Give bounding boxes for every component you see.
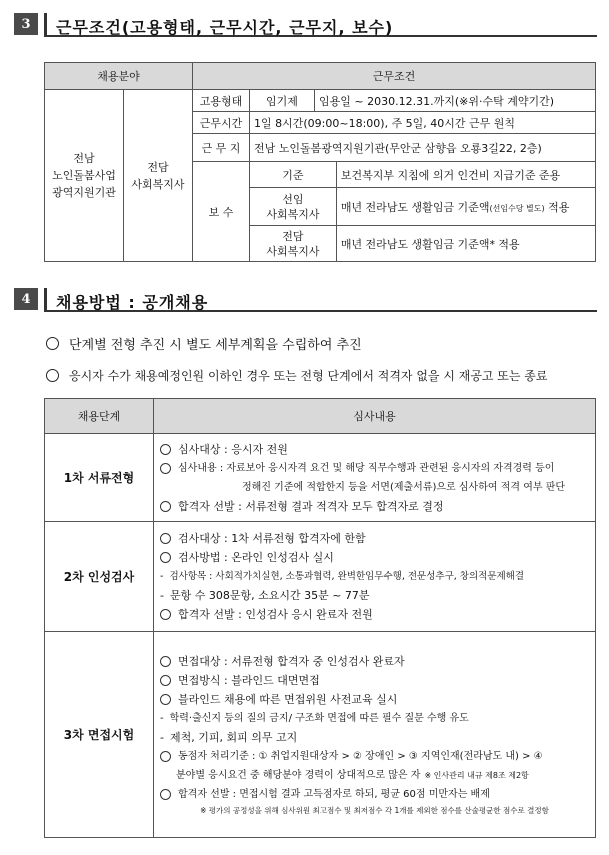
stage1-name: 1차 서류전형 — [45, 434, 154, 522]
bullet-item — [46, 367, 548, 384]
stage3-line: 면접방식 : 블라인드 대면면접 — [178, 673, 320, 687]
bullet-text: 응시자 수가 채용예정인원 이하인 경우 또는 전형 단계에서 적격자 없을 시 재공고 또는 종료 — [69, 369, 548, 383]
bullet-text: 단계별 전형 추진 시 별도 세부계획을 수립하여 추진 — [69, 338, 362, 353]
header-field: 채용분야 — [45, 63, 193, 90]
stage2-content: 검사대상 : 1차 서류전형 합격자에 한함 검사방법 : 온라인 인성검사 실시 - 검사항목 : 사회적가치실현, 소통과협력, 완벽한임무수행, 전문성추구, 창의적문제해결 - 문항 수 308문항, 소요시간 35분 ~ 77분 합격자 선발 : 인성검사 응시 완료자 전원 — [154, 522, 596, 632]
stage3-footnote: ※ 평가의 공정성을 위해 심사위원 최고점수 및 최저점수 각 1개를 제외한 점수를 산술평균한 점수로 결정함 — [200, 805, 549, 815]
circle-bullet-icon — [160, 552, 171, 563]
stage3-line: 학력·출신지 등의 질의 금지/ 구조화 면접에 따른 필수 질문 수행 유도 — [169, 712, 469, 724]
header-stage: 채용단계 — [45, 399, 154, 434]
circle-bullet-icon — [160, 501, 171, 512]
section4-header — [14, 288, 38, 310]
stage1-line: 합격자 선발 : 서류전형 결과 적격자 모두 합격자로 결정 — [178, 499, 444, 513]
stage1-line: 심사내용 : 자료보아 응시자격 요건 및 해당 직무수행과 관련된 응시자의 자격경력 등이 — [178, 462, 555, 474]
stage2-line: 문항 수 308문항, 소요시간 35분 ~ 77분 — [169, 589, 370, 602]
stage1-line: 심사대상 : 응시자 전원 — [178, 442, 288, 456]
header-content: 심사내용 — [154, 399, 596, 434]
pay-row-who: 선임 사회복지사 — [250, 188, 337, 226]
pay-row-value — [336, 188, 595, 226]
field-sub: 전담 사회복지사 — [124, 90, 193, 262]
circle-bullet-icon — [160, 694, 171, 705]
pay-row-text: 매년 전라남도 생활임금 기준액 — [340, 200, 490, 214]
circle-bullet-icon — [160, 789, 171, 800]
pay-label: 보 수 — [193, 162, 250, 262]
circle-bullet-icon — [160, 609, 171, 620]
section3-number: 3 — [14, 13, 38, 35]
stage3-line: 동점자 처리기준 : ① 취업지원대상자 > ② 장애인 > ③ 지역인재(전라남도 내) > ④ — [178, 750, 543, 762]
pay-row-value: 보건복지부 지침에 의거 인건비 지급기준 준용 — [336, 162, 595, 188]
stage2-name: 2차 인성검사 — [45, 522, 154, 632]
employment-type: 임기제 — [250, 90, 315, 112]
stage3-line: 제척, 기피, 회피 의무 고지 — [169, 730, 298, 744]
stage3-note: ※ 인사관리 내규 제8조 제2항 — [424, 770, 529, 780]
circle-bullet-icon — [160, 656, 171, 667]
stage3-line: 합격자 선발 : 면접시험 결과 고득점자로 하되, 평균 60점 미만자는 배제 — [178, 788, 490, 800]
stage3-line: 분야별 응시요건 중 해당분야 경력이 상대적으로 많은 자 — [176, 769, 421, 781]
section3-header — [14, 13, 38, 35]
stage2-line: 검사방법 : 온라인 인성검사 실시 — [178, 551, 334, 564]
pay-row-who: 기준 — [250, 162, 337, 188]
pay-row-tail: 적용 — [544, 200, 570, 214]
stage2-line: 합격자 선발 : 인성검사 응시 완료자 전원 — [178, 608, 373, 621]
section3-title: 근무조건(고용형태, 근무시간, 근무지, 보수) — [56, 18, 394, 37]
stage3-line: 블라인드 채용에 따른 면접위원 사전교육 실시 — [178, 692, 398, 706]
employment-label: 고용형태 — [193, 90, 250, 112]
selection-process-table — [44, 398, 596, 838]
circle-bullet-icon — [160, 751, 171, 762]
field-main: 전남 노인돌봄사업 광역지원기관 — [45, 90, 124, 262]
stage2-line: 검사항목 : 사회적가치실현, 소통과협력, 완벽한임무수행, 전문성추구, 창의적문제해결 — [169, 571, 525, 582]
stage3-content: 면접대상 : 서류전형 합격자 중 인성검사 완료자 면접방식 : 블라인드 대면면접 블라인드 채용에 따른 면접위원 사전교육 실시 - 학력·출신지 등의 질의 금지/ 구조화 면접에 따른 필수 질문 수행 유도 - 제척, 기피, 회피 의무 고지 동점자 처리기준 : ① 취업지원대상자 > ② 장애인 > ③ 지역인재(전라남도 내) > ④ 분야별 응시요건 중 해당분야 경력이 상대적으로 많은 자 ※ 인사관리 내규 제8조 제2항 합격자 선발 : 면접시험 결과 고득점자로 하되, 평균 60점 미만자는 배제 ※ 평가의 공정성을 위해 심사위원 최고점수 및 최저점수 각 1개를 제외한 점수를 산술평균한 점수로 결정함 — [154, 632, 596, 838]
stage2-line: 검사대상 : 1차 서류전형 합격자에 한함 — [178, 532, 366, 545]
pay-row-note: (선임수당 별도) — [489, 203, 545, 213]
stage1-content — [154, 434, 596, 522]
stage1-line: 정해진 기준에 적합한지 등을 서면(제출서류)으로 심사하여 적격 여부 판단 — [242, 481, 566, 493]
circle-bullet-icon — [160, 444, 171, 455]
employment-period: 임용일 ~ 2030.12.31.까지(※위·수탁 계약기간) — [315, 90, 596, 112]
stage3-line: 면접대상 : 서류전형 합격자 중 인성검사 완료자 — [178, 654, 405, 668]
work-conditions-table — [44, 62, 596, 262]
pay-row-value: 매년 전라남도 생활임금 기준액* 적용 — [336, 226, 595, 262]
hours-value: 1일 8시간(09:00~18:00), 주 5일, 40시간 근무 원칙 — [250, 112, 596, 134]
circle-bullet-icon — [160, 675, 171, 686]
hours-label: 근무시간 — [193, 112, 250, 134]
circle-bullet-icon — [46, 337, 59, 350]
bullet-item — [46, 334, 362, 353]
circle-bullet-icon — [160, 463, 171, 474]
header-conditions: 근무조건 — [193, 63, 596, 90]
location-label: 근 무 지 — [193, 134, 250, 162]
section4-title: 채용방법 : 공개채용 — [56, 293, 209, 312]
location-value: 전남 노인돌봄광역지원기관(무안군 삼향읍 오룡3길22, 2층) — [250, 134, 596, 162]
stage3-name: 3차 면접시험 — [45, 632, 154, 838]
circle-bullet-icon — [46, 369, 59, 382]
section4-number: 4 — [14, 288, 38, 310]
circle-bullet-icon — [160, 533, 171, 544]
pay-row-who: 전담 사회복지사 — [250, 226, 337, 262]
